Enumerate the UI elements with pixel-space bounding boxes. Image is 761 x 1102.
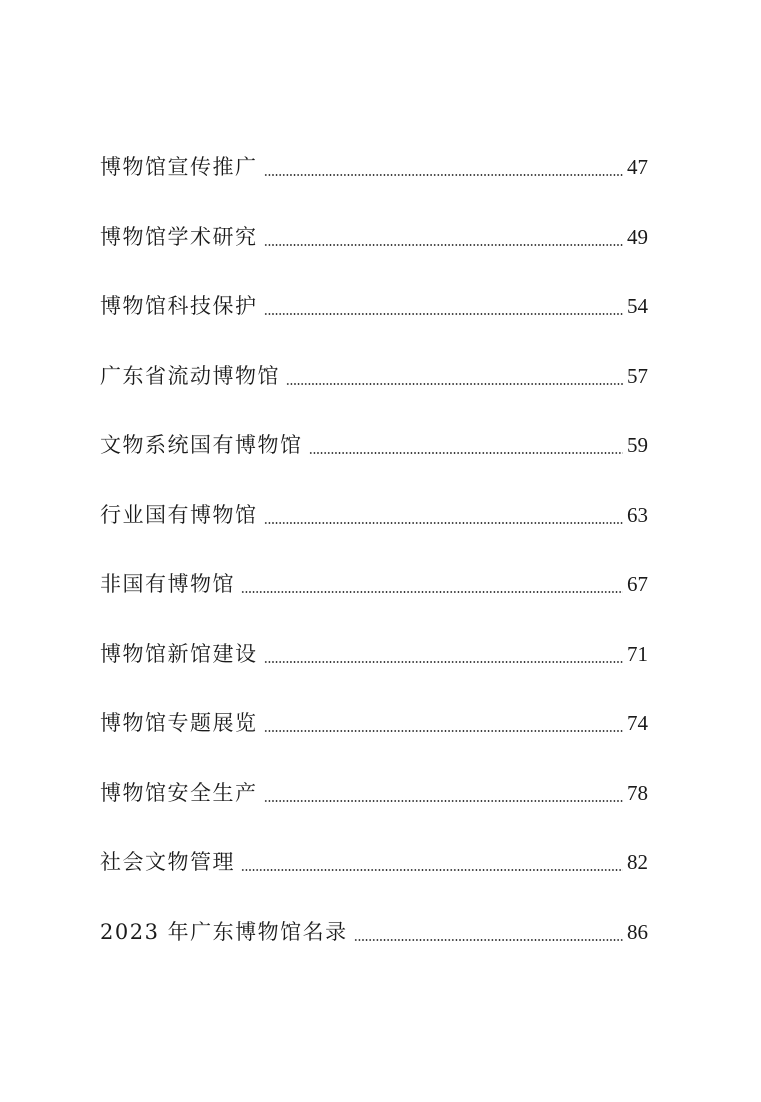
- toc-entry-title: 博物馆学术研究: [100, 225, 258, 249]
- toc-entry[interactable]: [100, 914, 648, 950]
- toc-dot-leader: [264, 219, 624, 255]
- toc-entry[interactable]: [100, 636, 648, 672]
- toc-entry[interactable]: [100, 288, 648, 324]
- toc-entry[interactable]: [100, 219, 648, 255]
- toc-dot-leader: [264, 288, 624, 324]
- toc-entry-title: 行业国有博物馆: [100, 503, 258, 527]
- toc-entry[interactable]: [100, 427, 648, 463]
- toc-entry[interactable]: [100, 149, 648, 185]
- toc-entry-title: 博物馆安全生产: [100, 781, 258, 805]
- toc-entry-title: 博物馆宣传推广: [100, 155, 258, 179]
- toc-entry[interactable]: [100, 497, 648, 533]
- toc-entry-title: 广东省流动博物馆: [100, 364, 280, 388]
- toc-dot-leader: [309, 427, 624, 463]
- toc-entry-page: 67: [627, 572, 648, 596]
- toc-entry-title: 博物馆科技保护: [100, 294, 258, 318]
- toc-dot-leader: [264, 705, 624, 741]
- toc-entry-page: 82: [627, 850, 648, 874]
- toc-entry-page: 47: [627, 155, 648, 179]
- toc-dot-leader: [264, 775, 624, 811]
- toc-entry-title: 博物馆新馆建设: [100, 642, 258, 666]
- toc-entry-title: 2023 年广东博物馆名录: [100, 920, 348, 944]
- toc-dot-leader: [354, 914, 623, 950]
- toc-entry-title: 文物系统国有博物馆: [100, 433, 303, 457]
- toc-entry-page: 71: [627, 642, 648, 666]
- toc-entry-page: 74: [627, 711, 648, 735]
- toc-entry-title: 非国有博物馆: [100, 572, 235, 596]
- toc-entry-page: 59: [627, 433, 648, 457]
- toc-entry-page: 78: [627, 781, 648, 805]
- toc-entry[interactable]: [100, 566, 648, 602]
- toc-entry-page: 63: [627, 503, 648, 527]
- toc-entry-title: 社会文物管理: [100, 850, 235, 874]
- toc-dot-leader: [264, 497, 624, 533]
- toc-dot-leader: [241, 844, 623, 880]
- toc-entry-page: 86: [627, 920, 648, 944]
- toc-entry[interactable]: [100, 775, 648, 811]
- toc-entry-page: 57: [627, 364, 648, 388]
- toc-entry[interactable]: [100, 844, 648, 880]
- toc-dot-leader: [264, 636, 624, 672]
- toc-entry-page: 49: [627, 225, 648, 249]
- toc-entry-title: 博物馆专题展览: [100, 711, 258, 735]
- toc-dot-leader: [264, 149, 624, 185]
- toc-entry[interactable]: [100, 358, 648, 394]
- toc-entry-page: 54: [627, 294, 648, 318]
- toc-dot-leader: [286, 358, 623, 394]
- toc-entry[interactable]: [100, 705, 648, 741]
- toc-dot-leader: [241, 566, 623, 602]
